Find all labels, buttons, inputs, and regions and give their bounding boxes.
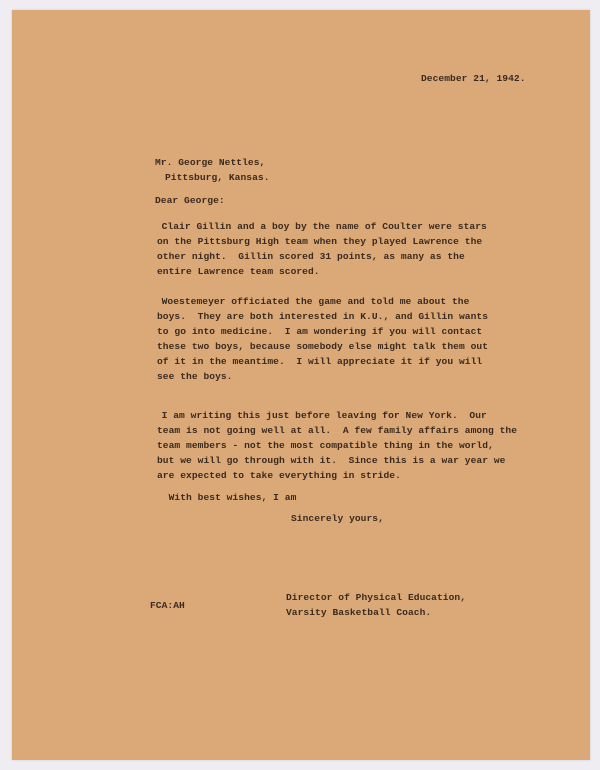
text-line: are expected to take everything in stride. [157,470,401,481]
text-line: boys. They are both interested in K.U., and Gillin wants [157,311,489,322]
closing-line: With best wishes, I am [157,492,297,503]
letter-page [12,10,590,760]
text-line: to go into medicine. I am wondering if you will contact [157,326,483,337]
text-line: team is not going well at all. A few family affairs among the [157,425,518,436]
signature-title-1: Director of Physical Education, [286,592,467,603]
text-line: Woestemeyer officiated the game and told me about the [150,296,470,307]
typist-initials: FCA:AH [150,600,185,611]
text-line: on the Pittsburg High team when they played Lawrence the [157,236,483,247]
recipient-name: Mr. George Nettles, [155,157,266,168]
text-line: of it in the meantime. I will appreciate it if you will [157,356,483,367]
text-line: see the boys. [157,371,233,382]
text-line: team members - not the most compatible thing in the world, [157,440,494,451]
text-line: Clair Gillin and a boy by the name of Coulter were stars [150,221,487,232]
text-line: I am writing this just before leaving for New York. Our [150,410,487,421]
complimentary-close: Sincerely yours, [291,513,384,524]
text-line: other night. Gillin scored 31 points, as many as the [157,251,465,262]
text-line: these two boys, because somebody else might talk them out [157,341,489,352]
text-line: but we will go through with it. Since this is a war year we [157,455,506,466]
text-line: entire Lawrence team scored. [157,266,320,277]
recipient-address: Pittsburg, Kansas. [165,172,270,183]
salutation: Dear George: [155,195,225,206]
letter-date: December 21, 1942. [421,73,526,84]
signature-title-2: Varsity Basketball Coach. [286,607,432,618]
